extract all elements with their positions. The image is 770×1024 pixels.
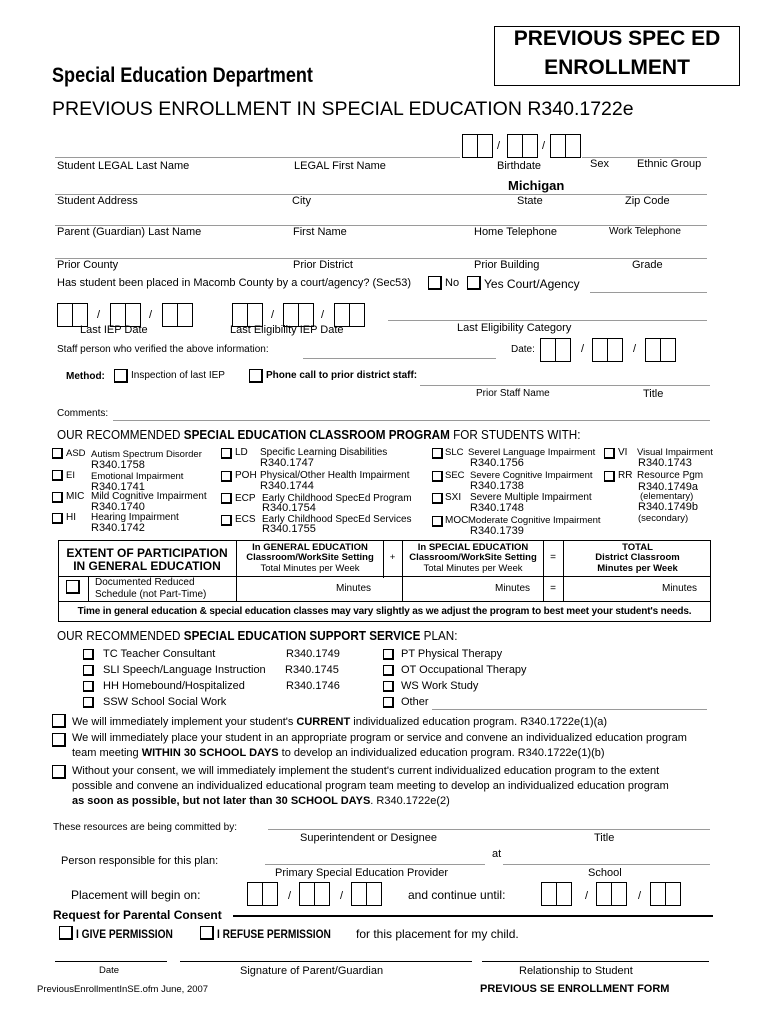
other-checkbox[interactable] bbox=[383, 697, 394, 708]
resources-committed-label: These resources are being committed by: bbox=[53, 822, 237, 833]
moc-checkbox[interactable] bbox=[432, 516, 443, 527]
parent-last-name-label: Parent (Guardian) Last Name bbox=[57, 226, 202, 238]
date-slash: / bbox=[581, 343, 585, 355]
sli-rule: R340.1745 bbox=[285, 664, 339, 676]
ecp-code: ECP bbox=[235, 493, 256, 504]
hh-rule: R340.1746 bbox=[286, 680, 340, 692]
ei-checkbox[interactable] bbox=[52, 470, 63, 481]
date-slash: / bbox=[633, 343, 637, 355]
field-line bbox=[432, 709, 707, 710]
form-title-line1: PREVIOUS SPEC ED bbox=[513, 27, 721, 50]
begin-day-box-1[interactable] bbox=[299, 882, 315, 906]
hh-checkbox[interactable] bbox=[83, 681, 94, 692]
field-line bbox=[268, 829, 710, 830]
field-line bbox=[420, 385, 710, 386]
continue-until-label: and continue until: bbox=[408, 888, 506, 902]
sped-header-3: Total Minutes per Week bbox=[423, 563, 523, 574]
last-elig-category-label: Last Eligibility Category bbox=[457, 322, 572, 334]
total-minutes-label: Minutes bbox=[662, 583, 698, 594]
rr-elementary: (elementary) bbox=[640, 491, 694, 502]
state-label: State bbox=[517, 195, 543, 207]
slc-name: Severel Language Impairment bbox=[468, 447, 596, 458]
method-label: Method: bbox=[66, 371, 105, 382]
iep-month-box-1[interactable] bbox=[57, 303, 73, 327]
sec-code: SEC bbox=[445, 470, 465, 481]
hi-checkbox[interactable] bbox=[52, 513, 63, 524]
place-within-30-line1: We will immediately place your student in an appropriate program or service and convene an individualized education program bbox=[72, 732, 687, 744]
statement-bold: CURRENT bbox=[296, 716, 351, 728]
statement-text: individualized education program. R340.1722e(1)(a) bbox=[350, 716, 608, 728]
date-slash: / bbox=[321, 309, 325, 321]
superintendent-title-label: Title bbox=[594, 832, 615, 844]
pt-checkbox[interactable] bbox=[383, 649, 394, 660]
give-permission-label: I GIVE PERMISSION bbox=[76, 927, 173, 941]
birth-month-box-2[interactable] bbox=[477, 134, 493, 158]
prior-building-label: Prior Building bbox=[474, 259, 540, 271]
statement-bold: as soon as possible, but not later than 30 SCHOOL DAYS bbox=[72, 795, 371, 807]
hi-name: Hearing Impairment bbox=[91, 512, 179, 523]
provider-label: Primary Special Education Provider bbox=[275, 867, 449, 879]
vi-rule: R340.1743 bbox=[638, 457, 692, 469]
poh-code: POH bbox=[235, 470, 257, 481]
ecs-checkbox[interactable] bbox=[221, 515, 232, 526]
sxi-checkbox[interactable] bbox=[432, 493, 443, 504]
poh-rule: R340.1744 bbox=[260, 480, 314, 492]
court-no-label: No bbox=[445, 277, 460, 289]
court-question: Has student been placed in Macomb County by a court/agency? (Sec53) bbox=[57, 277, 412, 289]
tc-label: TC Teacher Consultant bbox=[103, 648, 216, 660]
inspection-checkbox[interactable] bbox=[114, 369, 128, 383]
first-name-label: LEGAL First Name bbox=[294, 160, 386, 172]
verify-month-box-1[interactable] bbox=[540, 338, 556, 362]
staff-verified-label: Staff person who verified the above information: bbox=[57, 344, 269, 355]
date-slash: / bbox=[585, 890, 589, 902]
slc-checkbox[interactable] bbox=[432, 448, 443, 459]
ld-rule: R340.1747 bbox=[260, 457, 314, 469]
date-slash: / bbox=[638, 890, 642, 902]
poh-checkbox[interactable] bbox=[221, 471, 232, 482]
mic-checkbox[interactable] bbox=[52, 492, 63, 503]
total-header-2: District Classroom bbox=[595, 552, 680, 563]
department-name: Special Education Department bbox=[52, 64, 313, 87]
verify-day-box-2[interactable] bbox=[607, 338, 623, 362]
sped-header-2: Classroom/WorkSite Setting bbox=[409, 552, 537, 563]
last-name-label: Student LEGAL Last Name bbox=[57, 160, 190, 172]
at-label: at bbox=[492, 848, 502, 860]
rr-code: RR bbox=[618, 470, 633, 481]
begin-year-box-2[interactable] bbox=[366, 882, 382, 906]
equals-sign: = bbox=[550, 583, 556, 594]
place-within-30-checkbox[interactable] bbox=[52, 733, 66, 747]
ssw-label: SSW School Social Work bbox=[103, 696, 227, 708]
ecs-code: ECS bbox=[235, 514, 256, 525]
mic-rule: R340.1740 bbox=[91, 501, 145, 513]
slc-rule: R340.1756 bbox=[470, 457, 524, 469]
address-label: Student Address bbox=[57, 195, 138, 207]
without-consent-line2: possible and convene an individualized educational program team meeting to develop an individualized education program bbox=[72, 780, 669, 792]
sxi-rule: R340.1748 bbox=[470, 502, 524, 514]
vi-name: Visual Impairment bbox=[637, 447, 713, 458]
phone-call-label: Phone call to prior district staff: bbox=[266, 370, 418, 381]
date-sign-line bbox=[55, 961, 167, 962]
comments-label: Comments: bbox=[57, 408, 109, 419]
state-value: Michigan bbox=[508, 178, 565, 193]
school-label: School bbox=[588, 867, 622, 879]
form-title-line2: ENROLLMENT bbox=[544, 56, 690, 79]
gen-ed-header-3: Total Minutes per Week bbox=[260, 563, 360, 574]
rr-rule-2: R340.1749b bbox=[638, 501, 698, 513]
verify-year-box-2[interactable] bbox=[660, 338, 676, 362]
prior-district-label: Prior District bbox=[293, 259, 353, 271]
rr-secondary: (secondary) bbox=[638, 513, 689, 524]
statement-text: . R340.1722e(2) bbox=[370, 795, 450, 807]
refuse-permission-checkbox[interactable] bbox=[200, 926, 214, 940]
poh-name: Physical/Other Health Impairment bbox=[260, 470, 410, 481]
person-responsible-label: Person responsible for this plan: bbox=[61, 855, 219, 867]
moc-name: Moderate Cognitive Impairment bbox=[468, 515, 601, 526]
begin-year-box-1[interactable] bbox=[351, 882, 367, 906]
reduced-schedule-checkbox[interactable] bbox=[66, 580, 80, 594]
end-month-box-2[interactable] bbox=[556, 882, 572, 906]
ot-checkbox[interactable] bbox=[383, 665, 394, 676]
ei-code: EI bbox=[66, 470, 75, 481]
begin-month-box-2[interactable] bbox=[262, 882, 278, 906]
work-telephone-label: Work Telephone bbox=[609, 226, 681, 237]
gen-ed-header-2: Classroom/WorkSite Setting bbox=[246, 552, 374, 563]
heading-suffix: PLAN: bbox=[420, 628, 458, 643]
birth-day-box-1[interactable] bbox=[507, 134, 523, 158]
end-day-box-1[interactable] bbox=[596, 882, 612, 906]
total-header-3: Minutes per Week bbox=[597, 563, 678, 574]
field-line bbox=[265, 864, 485, 865]
sec-rule: R340.1738 bbox=[470, 480, 524, 492]
phone-call-checkbox[interactable] bbox=[249, 369, 263, 383]
ei-rule: R340.1741 bbox=[91, 481, 145, 493]
statement-text: to develop an individualized education program. R340.1722e(1)(b) bbox=[278, 747, 605, 759]
rr-checkbox[interactable] bbox=[604, 471, 615, 482]
reduced-schedule-label-1: Documented Reduced bbox=[95, 577, 195, 588]
heading-bold: SPECIAL EDUCATION SUPPORT SERVICE bbox=[183, 628, 421, 643]
give-permission-checkbox[interactable] bbox=[59, 926, 73, 940]
heading-suffix: FOR STUDENTS WITH: bbox=[449, 427, 581, 442]
equals-sign: = bbox=[550, 552, 556, 563]
ethnic-group-label: Ethnic Group bbox=[637, 158, 702, 170]
ld-checkbox[interactable] bbox=[221, 448, 232, 459]
superintendent-label: Superintendent or Designee bbox=[300, 832, 437, 844]
vi-code: VI bbox=[618, 447, 628, 458]
asd-checkbox[interactable] bbox=[52, 448, 63, 459]
heading-prefix: OUR RECOMMENDED bbox=[57, 628, 184, 643]
sex-label: Sex bbox=[590, 158, 609, 170]
sec-name: Severe Cognitive Impairment bbox=[470, 470, 593, 481]
rr-name: Resource Pgm bbox=[637, 470, 704, 481]
sped-minutes-label: Minutes bbox=[495, 583, 531, 594]
ws-checkbox[interactable] bbox=[383, 681, 394, 692]
signature-line bbox=[180, 961, 472, 962]
birth-month-box-1[interactable] bbox=[462, 134, 478, 158]
date-slash: / bbox=[340, 890, 344, 902]
verify-day-box-1[interactable] bbox=[592, 338, 608, 362]
tc-checkbox[interactable] bbox=[83, 649, 94, 660]
rr-rule: R340.1749a bbox=[638, 481, 698, 493]
ssw-checkbox[interactable] bbox=[83, 697, 94, 708]
ecs-name: Early Childhood SpecEd Services bbox=[262, 514, 412, 525]
support-service-heading bbox=[57, 628, 457, 643]
extent-title-2: IN GENERAL EDUCATION bbox=[73, 559, 221, 573]
sxi-code: SXI bbox=[445, 492, 462, 503]
classroom-program-heading bbox=[57, 427, 581, 442]
prior-staff-title-label: Title bbox=[643, 388, 664, 400]
last-iep-date-label: Last IEP Date bbox=[80, 324, 148, 336]
ws-label: WS Work Study bbox=[401, 680, 479, 692]
ecp-rule: R340.1754 bbox=[262, 502, 316, 514]
ot-label: OT Occupational Therapy bbox=[401, 664, 527, 676]
without-consent-checkbox[interactable] bbox=[52, 765, 66, 779]
ld-name: Specific Learning Disabilities bbox=[260, 447, 388, 458]
birth-day-box-2[interactable] bbox=[522, 134, 538, 158]
relationship-label: Relationship to Student bbox=[519, 965, 633, 977]
page-title: PREVIOUS ENROLLMENT IN SPECIAL EDUCATION R340.1722e bbox=[52, 98, 634, 120]
birth-year-box-1[interactable] bbox=[550, 134, 566, 158]
ei-name: Emotional Impairment bbox=[91, 471, 184, 482]
table-divider bbox=[88, 576, 89, 602]
end-year-box-1[interactable] bbox=[650, 882, 666, 906]
asd-code: ASD bbox=[66, 448, 86, 459]
hh-label: HH Homebound/Hospitalized bbox=[103, 680, 245, 692]
consent-divider bbox=[233, 915, 713, 917]
end-year-box-2[interactable] bbox=[665, 882, 681, 906]
adjust-note: Time in general education & special education classes may vary slightly as we adjust the program to best meet your student's needs. bbox=[77, 606, 692, 617]
extent-title-1: EXTENT OF PARTICIPATION bbox=[66, 546, 228, 560]
city-label: City bbox=[292, 195, 311, 207]
implement-current-checkbox[interactable] bbox=[52, 714, 66, 728]
plus-sign: + bbox=[389, 552, 396, 563]
mic-code: MIC bbox=[66, 491, 85, 502]
total-header-1: TOTAL bbox=[622, 542, 653, 553]
sxi-name: Severe Multiple Impairment bbox=[470, 492, 592, 503]
field-line bbox=[113, 420, 710, 421]
moc-code: MOC bbox=[445, 515, 469, 526]
refuse-permission-label: I REFUSE PERMISSION bbox=[217, 927, 331, 941]
date-label: Date bbox=[99, 965, 120, 976]
asd-name: Autism Spectrum Disorder bbox=[91, 449, 202, 460]
ecs-rule: R340.1755 bbox=[262, 523, 316, 535]
form-name: PREVIOUS SE ENROLLMENT FORM bbox=[480, 983, 670, 995]
without-consent-line3 bbox=[72, 795, 450, 807]
prior-county-label: Prior County bbox=[57, 259, 119, 271]
date-slash: / bbox=[497, 140, 501, 152]
field-line bbox=[388, 320, 707, 321]
court-yes-label: Yes Court/Agency bbox=[484, 277, 580, 291]
iep-year-box-2[interactable] bbox=[177, 303, 193, 327]
field-line bbox=[503, 864, 710, 865]
birthdate-label: Birthdate bbox=[497, 160, 542, 172]
last-elig-iep-date-label: Last Eligibility IEP Date bbox=[230, 324, 344, 336]
reduced-schedule-label-2: Schedule (not Part-Time) bbox=[95, 589, 207, 600]
slc-code: SLC bbox=[445, 447, 464, 458]
sli-label: SLI Speech/Language Instruction bbox=[103, 664, 266, 676]
court-yes-checkbox[interactable] bbox=[467, 276, 481, 290]
date-slash: / bbox=[542, 140, 546, 152]
sped-header-1: In SPECIAL EDUCATION bbox=[417, 542, 529, 553]
verify-date-label: Date: bbox=[511, 344, 535, 355]
moc-rule: R340.1739 bbox=[470, 525, 524, 537]
inspection-label: Inspection of last IEP bbox=[131, 370, 225, 381]
sec-checkbox[interactable] bbox=[432, 471, 443, 482]
place-within-30-line2 bbox=[72, 747, 605, 759]
ld-code: LD bbox=[235, 447, 248, 458]
gen-ed-header-1: In GENERAL EDUCATION bbox=[252, 542, 368, 553]
hi-rule: R340.1742 bbox=[91, 522, 145, 534]
date-slash: / bbox=[271, 309, 275, 321]
end-month-box-1[interactable] bbox=[541, 882, 557, 906]
parent-first-name-label: First Name bbox=[293, 226, 347, 238]
pt-label: PT Physical Therapy bbox=[401, 648, 503, 660]
ecp-name: Early Childhood SpecEd Program bbox=[262, 493, 412, 504]
request-consent-label: Request for Parental Consent bbox=[53, 908, 222, 922]
grade-label: Grade bbox=[632, 259, 663, 271]
field-line bbox=[55, 157, 460, 158]
heading-prefix: OUR RECOMMENDED bbox=[57, 427, 184, 442]
asd-rule: R340.1758 bbox=[91, 459, 145, 471]
zip-label: Zip Code bbox=[625, 195, 670, 207]
date-slash: / bbox=[97, 309, 101, 321]
signature-label: Signature of Parent/Guardian bbox=[240, 965, 384, 977]
begin-month-box-1[interactable] bbox=[247, 882, 263, 906]
relationship-line bbox=[482, 961, 709, 962]
heading-bold: SPECIAL EDUCATION CLASSROOM PROGRAM bbox=[183, 427, 450, 442]
hi-code: HI bbox=[66, 512, 76, 523]
for-placement-text: for this placement for my child. bbox=[356, 927, 519, 941]
field-line bbox=[303, 358, 496, 359]
begin-day-box-2[interactable] bbox=[314, 882, 330, 906]
gen-ed-minutes-label: Minutes bbox=[336, 583, 372, 594]
birth-year-box-2[interactable] bbox=[565, 134, 581, 158]
vi-checkbox[interactable] bbox=[604, 448, 615, 459]
date-slash: / bbox=[149, 309, 153, 321]
field-line bbox=[55, 258, 707, 259]
mic-name: Mild Cognitive Impairment bbox=[91, 491, 207, 502]
end-day-box-2[interactable] bbox=[611, 882, 627, 906]
ecp-checkbox[interactable] bbox=[221, 493, 232, 504]
verify-year-box-1[interactable] bbox=[645, 338, 661, 362]
verify-month-box-2[interactable] bbox=[555, 338, 571, 362]
elig-year-box-2[interactable] bbox=[349, 303, 365, 327]
court-no-checkbox[interactable] bbox=[428, 276, 442, 290]
statement-text: We will immediately implement your student's bbox=[72, 716, 297, 728]
field-line bbox=[590, 292, 707, 293]
sli-checkbox[interactable] bbox=[83, 665, 94, 676]
field-line bbox=[55, 194, 707, 195]
placement-begin-label: Placement will begin on: bbox=[71, 888, 201, 902]
prior-staff-label: Prior Staff Name bbox=[476, 388, 550, 399]
date-slash: / bbox=[288, 890, 292, 902]
statement-bold: WITHIN 30 SCHOOL DAYS bbox=[141, 747, 279, 759]
file-name: PreviousEnrollmentInSE.ofm June, 2007 bbox=[37, 984, 209, 995]
implement-current-text bbox=[72, 716, 607, 728]
statement-text: team meeting bbox=[72, 747, 142, 759]
iep-year-box-1[interactable] bbox=[162, 303, 178, 327]
other-label: Other bbox=[401, 696, 429, 708]
tc-rule: R340.1749 bbox=[286, 648, 340, 660]
home-telephone-label: Home Telephone bbox=[474, 226, 557, 238]
without-consent-line1: Without your consent, we will immediately implement the student's current individualized education program to the extent bbox=[72, 765, 660, 777]
